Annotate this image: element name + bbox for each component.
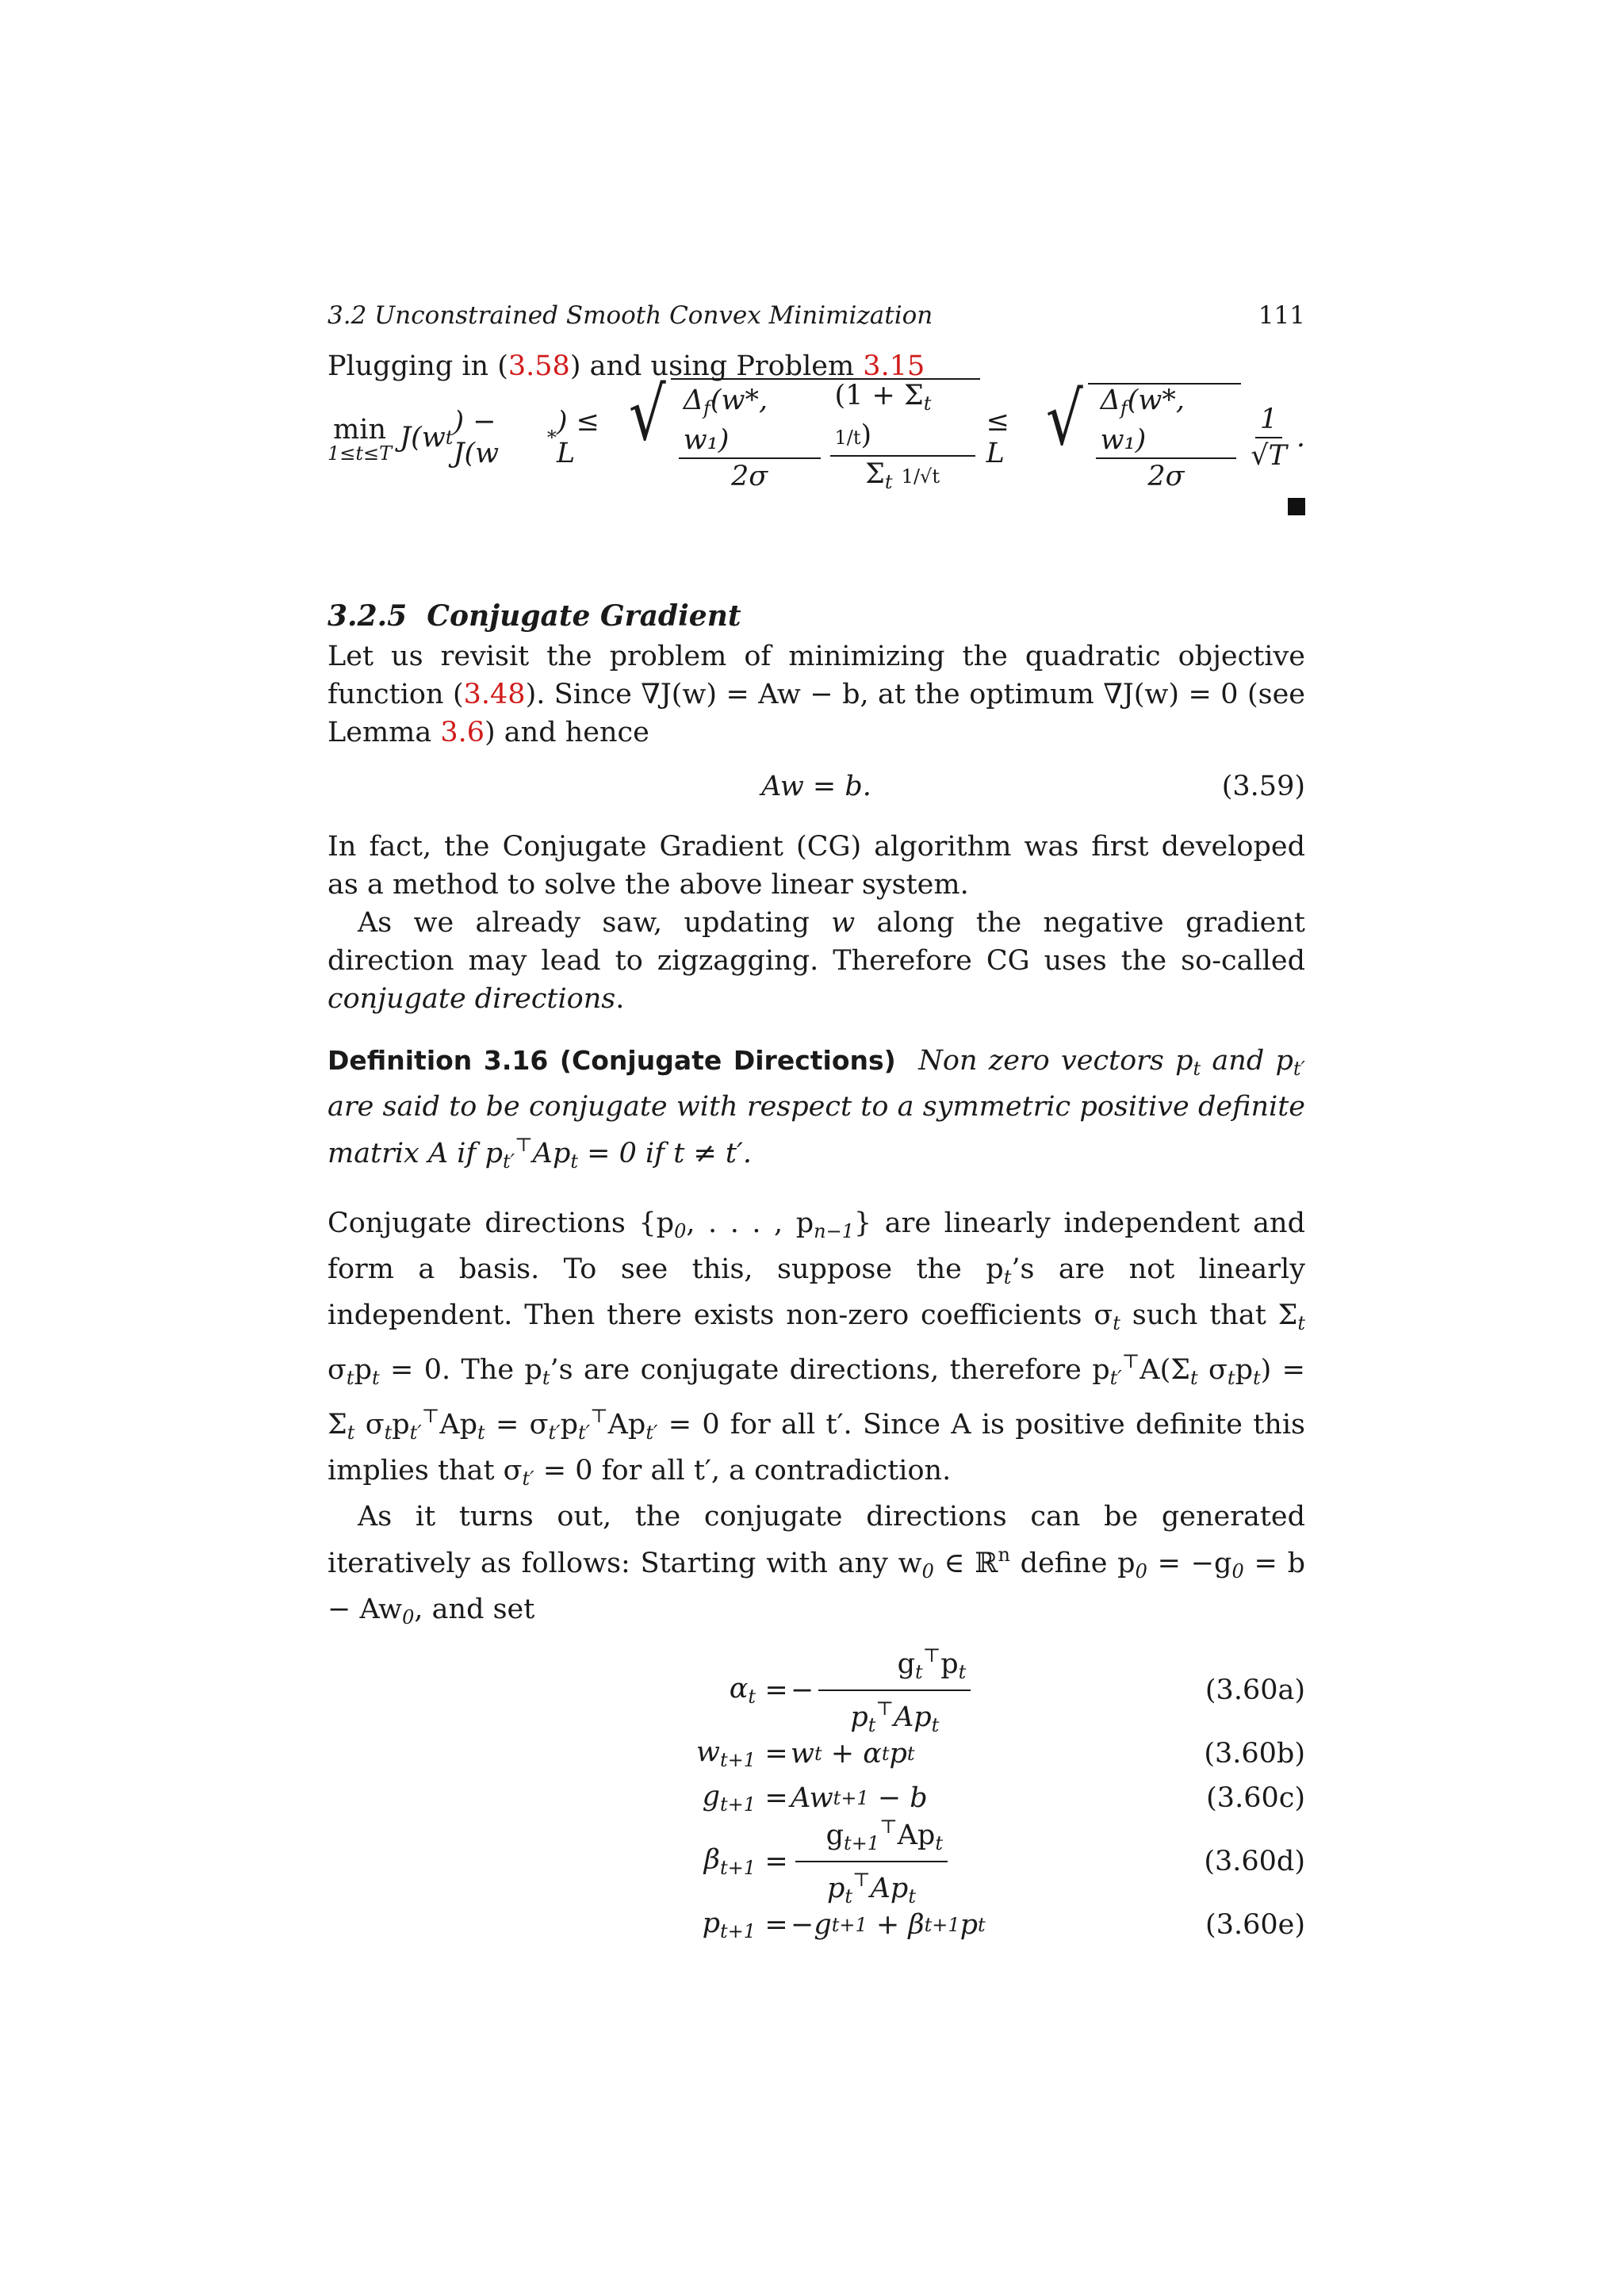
equation-number: (3.59) (1221, 771, 1305, 802)
para-text: w (831, 907, 856, 939)
emphasized-text: conjugate directions (327, 983, 616, 1015)
para-text: ) and hence (485, 717, 649, 748)
paragraph-3 (327, 904, 1305, 1018)
equation-3-60b: $w_{t+1}$ = w t + α t p t (3.60b) (696, 1736, 1305, 1771)
def-sub: t′ (503, 1150, 515, 1173)
fraction: $\frac{(1 + \Sigma_t 1/t)}{\Sigma_t 1/√t}$ (830, 380, 975, 498)
lemma-ref-link[interactable]: 3.6 (440, 717, 485, 748)
paragraph-2: In fact, the Conjugate Gradient (CG) algorithm was first developed as a method to solve the above linear system. (327, 831, 1305, 901)
radical-sign: √ (1045, 377, 1083, 461)
eq-text: 1 (834, 426, 847, 449)
eq-text: ≤ L (986, 406, 1009, 469)
equation-number: (3.60c) (1206, 1782, 1305, 1814)
def-text: = 0 if t ≠ t′. (578, 1138, 753, 1169)
def-text: Non zero vectors p (918, 1045, 1193, 1077)
paragraph-4: Conjugate directions {$p_0$, . . . , $p_{n-1}$} are linearly independent and form a basis. To see this, suppose the $p_t’s$ are not linearly independent. Then there exists non-zero coefficients $\sigma_t$ such that $\Sigma_t$ $\sigma_tp_t = 0$. The $p_t’s$ are conjugate directions, therefore $p_{t'}^⊤A(\Sigma_t$ $\sigma_tp_t) = \Sigma_t$ $\sigma_tp_{t'}^⊤Ap_t = \sigma_{t'}p_{t'}^⊤Ap_{t'} = 0$ for all t′. Since A is positive definite this implies that $\sigma_{t'} = 0$ for all t′, a contradiction. (327, 1207, 1305, 1490)
eq-text: 2σ (1147, 461, 1185, 492)
equation-3-60a: $\alpha_t$ = − $\frac{g_t^⊤p_t}{p_t^⊤Ap_t}$ (3.60a) (327, 1649, 1305, 1732)
eq-text: 1 (1255, 404, 1282, 438)
sqrt-expression (624, 371, 980, 498)
fraction (679, 385, 821, 492)
paragraph-5: As it turns out, the conjugate directions can be generated iteratively as follows: Starting with any $w_0$ ∈ ℝ$^n$ define $p_0 = -g_0 = b - Aw_0$, and set (327, 1501, 1305, 1628)
radicand (671, 378, 980, 498)
fraction (1246, 404, 1292, 472)
eq-text: 2σ (731, 461, 768, 492)
problem-ref-link[interactable]: 3.15 (863, 350, 925, 382)
equation-number: (3.60e) (1205, 1909, 1305, 1941)
def-text: Ap (532, 1138, 571, 1169)
def-text: and p (1201, 1045, 1293, 1077)
para-text: ). Since ∇J(w) = Aw − b, at the optimum ∇J(w) = 0 (see Lemma (327, 679, 1305, 748)
def-sub: t′ (1293, 1058, 1305, 1080)
para-text: . (615, 983, 625, 1015)
eq-text: 1 (901, 465, 914, 488)
equation-3-59 (327, 763, 1305, 810)
def-sub: t (1193, 1058, 1201, 1080)
eq-text: . (1296, 422, 1306, 453)
eq-text: Σ (865, 457, 885, 490)
equation-3-60d: $\beta_{t+1}$ = $\frac{g_{t+1}^⊤Ap_t}{p_t^⊤Ap_t}$ (3.60d) (327, 1820, 1305, 1903)
fraction: $\frac{g_t^⊤p_t}{p_t^⊤Ap_t}$ (818, 1640, 971, 1741)
eq-sub: f (703, 397, 710, 419)
paragraph-1 (327, 637, 1305, 752)
equation-number: (3.60b) (1204, 1738, 1305, 1770)
page-number: 111 (1258, 301, 1305, 330)
eq-text: ) ≤ L (556, 406, 599, 469)
def-sub: t (570, 1150, 579, 1173)
equation-3-60e: $p_{t+1}$ = −g t+1 + β t+1 p t (3.60e) (702, 1908, 1305, 1942)
eq-sub: t (884, 470, 893, 493)
eq-sub: t (445, 427, 454, 449)
min-operator (327, 414, 393, 465)
equation-body: Aw = b. (761, 771, 871, 802)
sqrt-expression (1041, 377, 1241, 492)
eq-text: (w*, w₁) (1100, 385, 1185, 456)
running-header (327, 301, 1305, 333)
para-text: As we already saw, updating (358, 907, 832, 939)
eq-text: (1 + Σ (834, 379, 924, 411)
cg-update-equations (327, 1644, 1305, 1947)
radical-sign: √ (628, 371, 666, 457)
min-subscript: 1≤t≤T (327, 442, 393, 465)
eq-text: Δ (1100, 385, 1120, 416)
eq-text: (w*, w₁) (683, 385, 768, 456)
eq-text: √T (1251, 440, 1287, 472)
equation-ref-link[interactable]: 3.58 (508, 350, 570, 382)
eq-sup: * (546, 427, 557, 449)
section-number: 3.2.5 (327, 599, 408, 633)
qed-square-icon (1288, 498, 1305, 515)
eq-text: ) (860, 419, 872, 451)
running-title: 3.2 Unconstrained Smooth Convex Minimization (327, 301, 933, 330)
eq-text: √t (920, 465, 940, 488)
intro-text: ) and using Problem (569, 350, 864, 382)
definition-heading: Definition 3.16 (Conjugate Directions) (327, 1045, 896, 1076)
eq-text: ) − J(w (453, 406, 500, 469)
eq-sub: t (923, 392, 932, 415)
para-text: Let us revisit the problem of minimizing the quadratic objective function ( (327, 641, 1305, 710)
def-text: are said to be conjugate with respect to a symmetric positive definite matrix A if p (327, 1091, 1305, 1169)
qed-row (327, 498, 1305, 530)
intro-text: Plugging in ( (327, 350, 508, 382)
equation-ref-link[interactable]: 3.48 (463, 679, 526, 710)
equation-number: (3.60a) (1205, 1674, 1305, 1706)
fraction (1096, 385, 1237, 492)
page (327, 301, 1305, 1947)
section-heading (327, 599, 1305, 633)
radicand (1088, 383, 1242, 492)
equation-3-60c: $g_{t+1}$ = Aw t+1 − b (3.60c) (702, 1781, 1305, 1816)
eq-text: J(w (400, 422, 446, 453)
min-label: min (333, 414, 387, 446)
section-title: Conjugate Gradient (427, 599, 741, 633)
eq-text: Δ (683, 385, 703, 416)
eq-text: t (852, 426, 861, 449)
equation-number: (3.60d) (1204, 1846, 1305, 1877)
eq-sub: f (1120, 397, 1128, 419)
def-sup: ⊤ (515, 1134, 533, 1156)
definition-3-16 (327, 1042, 1305, 1181)
fraction: $\frac{g_{t+1}^⊤Ap_t}{p_t^⊤Ap_t}$ (795, 1811, 948, 1912)
para-text: along the negative gradient direction may lead to zigzagging. Therefore CG uses the so-called (327, 907, 1305, 977)
